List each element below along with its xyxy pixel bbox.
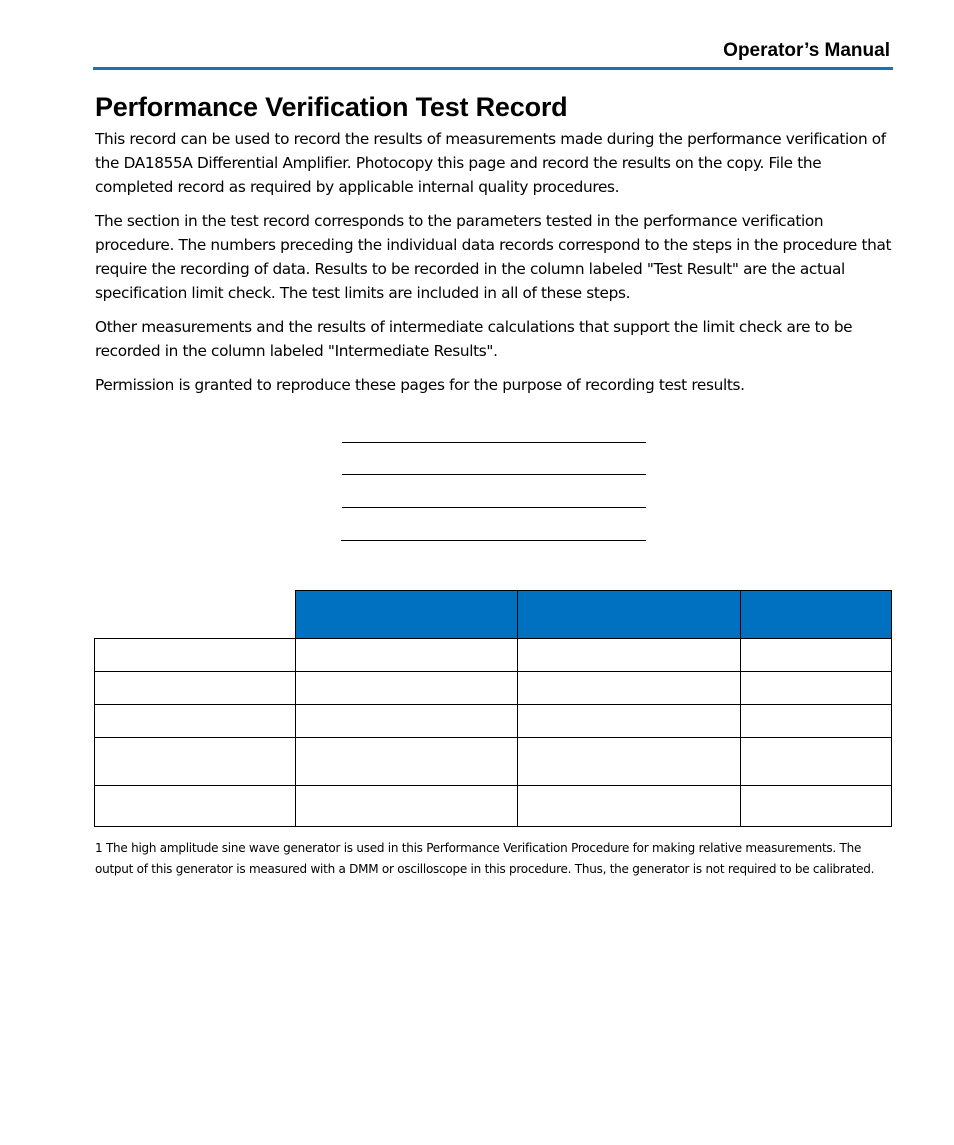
table-cell[interactable] — [518, 705, 741, 738]
footnote: 1 The high amplitude sine wave generator is used in this Performance Verification Procedure for making relative measurements. The output of this generator is measured with a DMM or oscilloscope in this procedure. Thus, the generator is not required to be calibrated. — [95, 841, 875, 876]
signature-line-3[interactable] — [342, 507, 646, 508]
signature-line-2[interactable] — [342, 474, 646, 475]
table-header-cell — [95, 591, 296, 639]
table-cell[interactable] — [518, 786, 741, 827]
running-header-title: Operator’s Manual — [723, 40, 890, 61]
table-row — [95, 672, 892, 705]
table-row — [95, 639, 892, 672]
table-cell[interactable] — [518, 672, 741, 705]
table-header-cell — [296, 591, 518, 639]
permission-paragraph: Permission is granted to reproduce these pages for the purpose of recording test results. — [95, 376, 745, 394]
table-cell[interactable] — [296, 639, 518, 672]
section-paragraph: The section in the test record corresponds to the parameters tested in the performance verification procedure. The numbers preceding the individual data records correspond to the steps in the procedure that require the recording of data. Results to be recorded in the column labeled "Test Result" are the actual specification limit check. The test limits are included in all of these steps. — [95, 212, 892, 302]
table-cell[interactable] — [518, 738, 741, 786]
table-cell[interactable] — [95, 639, 296, 672]
table-cell[interactable] — [518, 639, 741, 672]
intro-paragraph: This record can be used to record the results of measurements made during the performance verification of the DA1855A Differential Amplifier. Photocopy this page and record the results on the copy. File the completed record as required by applicable internal quality procedures. — [95, 130, 886, 196]
table-cell[interactable] — [95, 738, 296, 786]
table-cell[interactable] — [95, 786, 296, 827]
table-cell[interactable] — [741, 705, 892, 738]
header-rule — [93, 67, 893, 70]
table-header-cell — [741, 591, 892, 639]
table-cell[interactable] — [741, 738, 892, 786]
table-cell[interactable] — [296, 705, 518, 738]
equipment-table — [94, 590, 892, 827]
table-cell[interactable] — [296, 672, 518, 705]
table-row — [95, 705, 892, 738]
table-cell[interactable] — [296, 738, 518, 786]
table-cell[interactable] — [741, 672, 892, 705]
signature-line-1[interactable] — [342, 442, 646, 443]
table-row — [95, 786, 892, 827]
table-row — [95, 738, 892, 786]
table-cell[interactable] — [296, 786, 518, 827]
intermediate-results-paragraph: Other measurements and the results of intermediate calculations that support the limit check are to be recorded in the column labeled "Intermediate Results". — [95, 318, 853, 360]
table-header-cell — [518, 591, 741, 639]
table-cell[interactable] — [95, 705, 296, 738]
page-title: Performance Verification Test Record — [95, 92, 568, 122]
signature-line-4[interactable] — [341, 540, 646, 541]
table-header-row — [95, 591, 892, 639]
table-cell[interactable] — [741, 639, 892, 672]
table-cell[interactable] — [741, 786, 892, 827]
table-cell[interactable] — [95, 672, 296, 705]
